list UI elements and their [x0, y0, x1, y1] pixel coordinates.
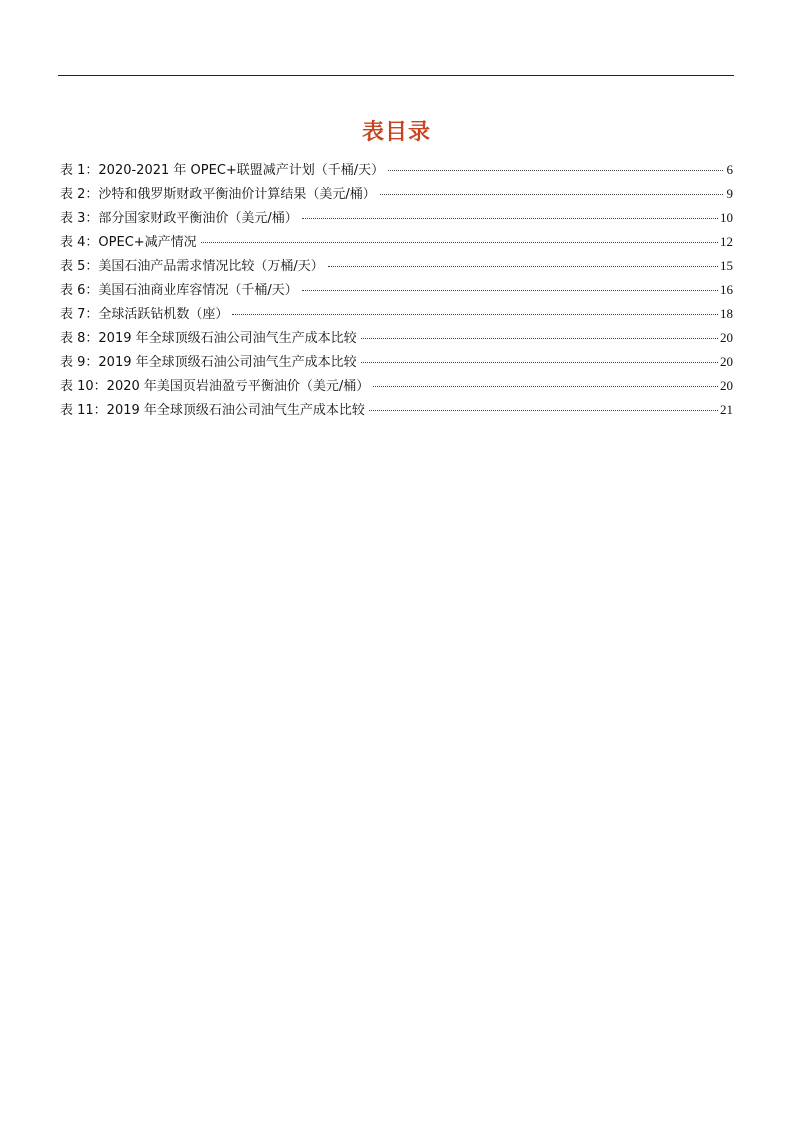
toc-leader-dots [201, 241, 718, 243]
toc-entry-page: 16 [720, 282, 733, 297]
toc-entry[interactable] [60, 254, 733, 278]
header-rule [58, 75, 734, 76]
toc-leader-dots [232, 313, 718, 315]
toc-leader-dots [361, 337, 718, 339]
toc-leader-dots [380, 193, 723, 195]
toc-entry-page: 15 [720, 258, 733, 273]
toc-entry[interactable] [60, 302, 733, 326]
toc-leader-dots [302, 289, 718, 291]
toc-entry[interactable] [60, 206, 733, 230]
toc-entry-page: 20 [720, 354, 733, 369]
toc-entry-page: 9 [726, 186, 733, 201]
toc-entry[interactable] [60, 230, 733, 254]
toc-entry-label: 表 9：2019 年全球顶级石油公司油气生产成本比较 [60, 355, 357, 370]
toc-entry[interactable] [60, 350, 733, 374]
toc-entry-label: 表 3：部分国家财政平衡油价（美元/桶） [60, 211, 298, 226]
toc-entry-label: 表 7：全球活跃钻机数（座） [60, 307, 229, 322]
table-of-tables [60, 158, 733, 422]
toc-entry-page: 20 [720, 330, 733, 345]
toc-entry-label: 表 8：2019 年全球顶级石油公司油气生产成本比较 [60, 331, 357, 346]
toc-entry-page: 21 [720, 402, 733, 417]
toc-leader-dots [373, 385, 718, 387]
toc-entry-page: 6 [726, 162, 733, 177]
toc-leader-dots [328, 265, 718, 267]
toc-entry-label: 表 11：2019 年全球顶级石油公司油气生产成本比较 [60, 403, 365, 418]
toc-entry-label: 表 1：2020-2021 年 OPEC+联盟减产计划（千桶/天） [60, 163, 385, 178]
toc-entry-page: 20 [720, 378, 733, 393]
toc-entry-label: 表 6：美国石油商业库容情况（千桶/天） [60, 283, 298, 298]
toc-entry[interactable] [60, 158, 733, 182]
toc-entry-label: 表 5：美国石油产品需求情况比较（万桶/天） [60, 259, 324, 274]
toc-leader-dots [369, 409, 718, 411]
toc-entry-label: 表 2：沙特和俄罗斯财政平衡油价计算结果（美元/桶） [60, 187, 376, 202]
toc-entry-page: 12 [720, 234, 733, 249]
toc-entry-label: 表 4：OPEC+减产情况 [60, 235, 197, 250]
toc-leader-dots [302, 217, 718, 219]
toc-entry[interactable] [60, 398, 733, 422]
toc-entry[interactable] [60, 278, 733, 302]
toc-leader-dots [388, 169, 723, 171]
toc-leader-dots [361, 361, 718, 363]
toc-entry-label: 表 10：2020 年美国页岩油盈亏平衡油价（美元/桶） [60, 379, 370, 394]
toc-entry-page: 10 [720, 210, 733, 225]
toc-entry[interactable] [60, 374, 733, 398]
toc-entry[interactable] [60, 326, 733, 350]
toc-entry[interactable] [60, 182, 733, 206]
toc-entry-page: 18 [720, 306, 733, 321]
toc-title: 表目录 [361, 120, 431, 145]
